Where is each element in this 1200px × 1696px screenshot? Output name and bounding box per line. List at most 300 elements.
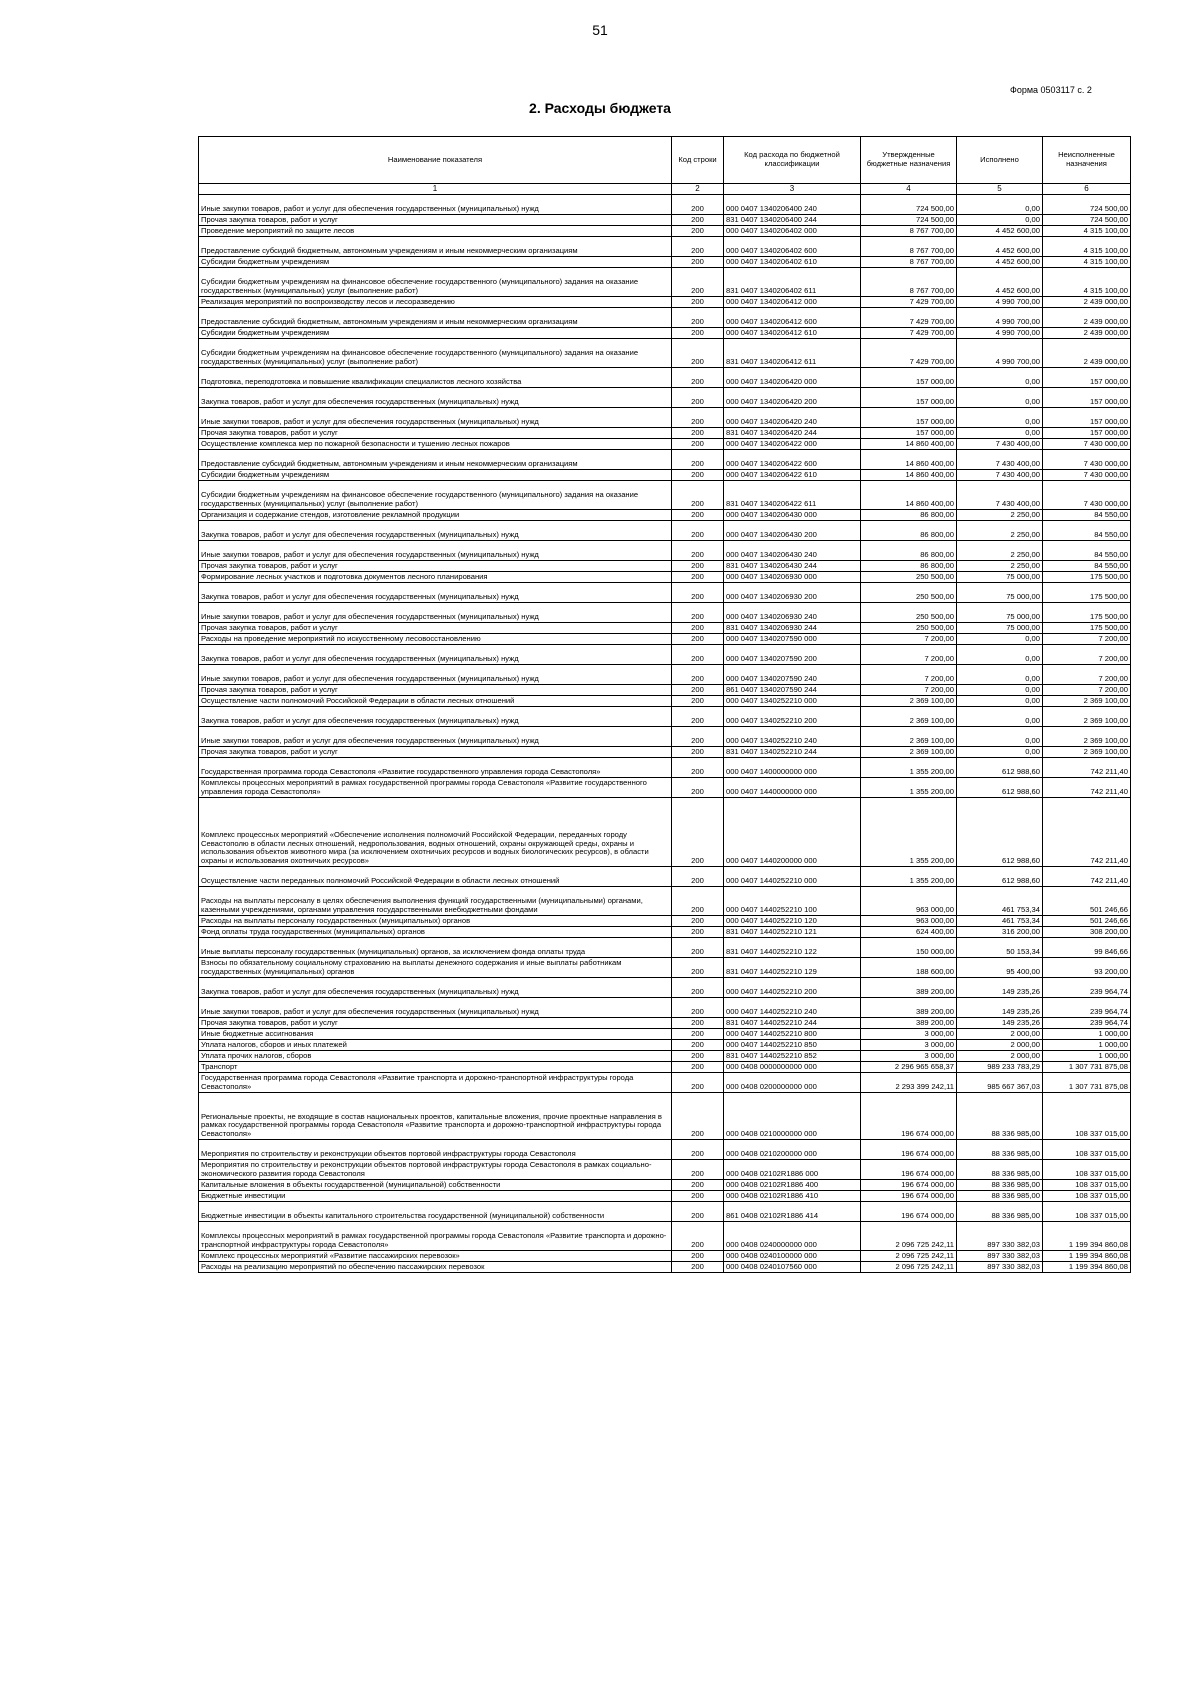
table-row <box>199 470 1131 481</box>
cell-budget-classification: 000 0408 02102R1886 410 <box>724 1191 861 1202</box>
table-row <box>199 685 1131 696</box>
cell-executed: 75 000,00 <box>957 603 1043 623</box>
cell-budget-classification: 861 0407 1340207590 244 <box>724 685 861 696</box>
table-row <box>199 1180 1131 1191</box>
cell-budget-classification: 000 0407 1340206420 200 <box>724 388 861 408</box>
cell-budget-classification: 000 0407 1340207590 200 <box>724 645 861 665</box>
cell-indicator-name: Проведение мероприятий по защите лесов <box>199 226 672 237</box>
cell-unexecuted: 157 000,00 <box>1043 388 1131 408</box>
cell-approved: 14 860 400,00 <box>861 439 957 450</box>
cell-approved: 196 674 000,00 <box>861 1191 957 1202</box>
cell-budget-classification: 000 0407 1340206930 000 <box>724 572 861 583</box>
cell-executed: 7 430 400,00 <box>957 481 1043 510</box>
cell-indicator-name: Уплата налогов, сборов и иных платежей <box>199 1040 672 1051</box>
table-row <box>199 1062 1131 1073</box>
cell-approved: 724 500,00 <box>861 215 957 226</box>
cell-indicator-name: Иные закупки товаров, работ и услуг для обеспечения государственных (муниципальных) нужд <box>199 408 672 428</box>
table-row <box>199 603 1131 623</box>
cell-line-code: 200 <box>672 1062 724 1073</box>
cell-unexecuted: 1 000,00 <box>1043 1040 1131 1051</box>
cell-executed: 461 753,34 <box>957 916 1043 927</box>
cell-executed: 0,00 <box>957 368 1043 388</box>
cell-approved: 3 000,00 <box>861 1029 957 1040</box>
cell-approved: 2 096 725 242,11 <box>861 1222 957 1251</box>
cell-indicator-name: Расходы на реализацию мероприятий по обеспечению пассажирских перевозок <box>199 1262 672 1273</box>
cell-executed: 88 336 985,00 <box>957 1160 1043 1180</box>
cell-approved: 7 429 700,00 <box>861 339 957 368</box>
cell-indicator-name: Закупка товаров, работ и услуг для обеспечения государственных (муниципальных) нужд <box>199 583 672 603</box>
cell-approved: 250 500,00 <box>861 572 957 583</box>
table-row <box>199 1191 1131 1202</box>
cell-unexecuted: 4 315 100,00 <box>1043 226 1131 237</box>
cell-unexecuted: 7 430 000,00 <box>1043 439 1131 450</box>
cell-line-code: 200 <box>672 408 724 428</box>
table-row <box>199 958 1131 978</box>
cell-executed: 2 250,00 <box>957 561 1043 572</box>
cell-executed: 95 400,00 <box>957 958 1043 978</box>
table-row <box>199 368 1131 388</box>
cell-approved: 7 200,00 <box>861 645 957 665</box>
cell-unexecuted: 108 337 015,00 <box>1043 1202 1131 1222</box>
column-number: 5 <box>957 184 1043 195</box>
cell-executed: 0,00 <box>957 727 1043 747</box>
cell-budget-classification: 831 0407 1340206420 244 <box>724 428 861 439</box>
cell-indicator-name: Прочая закупка товаров, работ и услуг <box>199 685 672 696</box>
table-row <box>199 339 1131 368</box>
cell-approved: 3 000,00 <box>861 1051 957 1062</box>
cell-approved: 7 200,00 <box>861 685 957 696</box>
cell-indicator-name: Прочая закупка товаров, работ и услуг <box>199 561 672 572</box>
cell-approved: 7 200,00 <box>861 634 957 645</box>
cell-approved: 724 500,00 <box>861 195 957 215</box>
cell-executed: 7 430 400,00 <box>957 450 1043 470</box>
cell-line-code: 200 <box>672 297 724 308</box>
cell-budget-classification: 000 0407 1440252210 800 <box>724 1029 861 1040</box>
cell-indicator-name: Иные закупки товаров, работ и услуг для обеспечения государственных (муниципальных) нужд <box>199 998 672 1018</box>
cell-executed: 612 988,60 <box>957 758 1043 778</box>
table-row <box>199 1073 1131 1093</box>
cell-indicator-name: Расходы на выплаты персоналу в целях обеспечения выполнения функций государственными (муниципальными) органами, казенными учреждениями, органами управления государственными внебюджетными фондами <box>199 887 672 916</box>
table-row <box>199 758 1131 778</box>
cell-approved: 196 674 000,00 <box>861 1180 957 1191</box>
cell-executed: 612 988,60 <box>957 778 1043 798</box>
cell-executed: 0,00 <box>957 195 1043 215</box>
table-row <box>199 1251 1131 1262</box>
cell-unexecuted: 1 307 731 875,08 <box>1043 1062 1131 1073</box>
cell-executed: 0,00 <box>957 408 1043 428</box>
cell-executed: 75 000,00 <box>957 623 1043 634</box>
cell-budget-classification: 000 0408 0240107560 000 <box>724 1262 861 1273</box>
table-row <box>199 226 1131 237</box>
cell-line-code: 200 <box>672 1140 724 1160</box>
cell-approved: 2 296 965 658,37 <box>861 1062 957 1073</box>
column-number: 6 <box>1043 184 1131 195</box>
cell-approved: 1 355 200,00 <box>861 778 957 798</box>
cell-approved: 86 800,00 <box>861 510 957 521</box>
cell-approved: 8 767 700,00 <box>861 226 957 237</box>
cell-line-code: 200 <box>672 450 724 470</box>
cell-indicator-name: Иные закупки товаров, работ и услуг для обеспечения государственных (муниципальных) нужд <box>199 195 672 215</box>
cell-indicator-name: Расходы на выплаты персоналу государственных (муниципальных) органов <box>199 916 672 927</box>
cell-executed: 989 233 783,29 <box>957 1062 1043 1073</box>
cell-approved: 14 860 400,00 <box>861 450 957 470</box>
cell-indicator-name: Субсидии бюджетным учреждениям на финансовое обеспечение государственного (муниципального) задания на оказание государственных (муниципальных) услуг (выполнение работ) <box>199 268 672 297</box>
cell-executed: 2 000,00 <box>957 1040 1043 1051</box>
cell-approved: 8 767 700,00 <box>861 237 957 257</box>
cell-budget-classification: 000 0407 1340206422 610 <box>724 470 861 481</box>
cell-executed: 0,00 <box>957 665 1043 685</box>
cell-unexecuted: 7 200,00 <box>1043 665 1131 685</box>
table-row <box>199 388 1131 408</box>
table-row <box>199 408 1131 428</box>
cell-budget-classification: 831 0407 1440252210 129 <box>724 958 861 978</box>
cell-indicator-name: Осуществление части полномочий Российской Федерации в области лесных отношений <box>199 696 672 707</box>
table-row <box>199 867 1131 887</box>
cell-indicator-name: Взносы по обязательному социальному страхованию на выплаты денежного содержания и иные выплаты работникам государственных (муниципальных) органов <box>199 958 672 978</box>
header-executed: Исполнено <box>957 137 1043 184</box>
cell-approved: 188 600,00 <box>861 958 957 978</box>
cell-budget-classification: 000 0407 1340206412 600 <box>724 308 861 328</box>
table-row <box>199 237 1131 257</box>
cell-executed: 0,00 <box>957 388 1043 408</box>
cell-unexecuted: 1 199 394 860,08 <box>1043 1222 1131 1251</box>
cell-unexecuted: 742 211,40 <box>1043 798 1131 867</box>
cell-approved: 250 500,00 <box>861 623 957 634</box>
cell-executed: 88 336 985,00 <box>957 1191 1043 1202</box>
table-row <box>199 978 1131 998</box>
form-code: Форма 0503117 с. 2 <box>1010 85 1092 95</box>
table-row <box>199 798 1131 867</box>
cell-indicator-name: Комплексы процессных мероприятий в рамках государственной программы города Севастополя «Развитие государственного управления города Севастополя» <box>199 778 672 798</box>
cell-line-code: 200 <box>672 226 724 237</box>
cell-unexecuted: 1 000,00 <box>1043 1051 1131 1062</box>
cell-line-code: 200 <box>672 470 724 481</box>
cell-budget-classification: 000 0408 0240100000 000 <box>724 1251 861 1262</box>
cell-line-code: 200 <box>672 916 724 927</box>
table-header-row <box>199 137 1131 184</box>
cell-indicator-name: Расходы на проведение мероприятий по искусственному лесовосстановлению <box>199 634 672 645</box>
table-row <box>199 938 1131 958</box>
cell-indicator-name: Уплата прочих налогов, сборов <box>199 1051 672 1062</box>
cell-unexecuted: 4 315 100,00 <box>1043 237 1131 257</box>
cell-line-code: 200 <box>672 696 724 707</box>
cell-approved: 2 293 399 242,11 <box>861 1073 957 1093</box>
cell-unexecuted: 7 200,00 <box>1043 645 1131 665</box>
cell-executed: 4 990 700,00 <box>957 297 1043 308</box>
cell-budget-classification: 000 0407 1440252210 100 <box>724 887 861 916</box>
table-row <box>199 1093 1131 1140</box>
cell-executed: 0,00 <box>957 685 1043 696</box>
cell-line-code: 200 <box>672 268 724 297</box>
cell-unexecuted: 108 337 015,00 <box>1043 1140 1131 1160</box>
table-row <box>199 481 1131 510</box>
cell-indicator-name: Комплекс процессных мероприятий «Обеспечение исполнения полномочий Российской Федерации, переданных городу Севастополю в области лесных отношений, недропользования, водных отношений, охраны окружающей среды, охраны и использования объектов животного мира (за исключением охотничьих ресурсов и водных биологических ресурсов), в области охраны и использования охотничьих ресурсов» <box>199 798 672 867</box>
cell-line-code: 200 <box>672 561 724 572</box>
cell-unexecuted: 175 500,00 <box>1043 583 1131 603</box>
cell-line-code: 200 <box>672 998 724 1018</box>
cell-indicator-name: Реализация мероприятий по воспроизводству лесов и лесоразведению <box>199 297 672 308</box>
header-line-code: Код строки <box>672 137 724 184</box>
cell-line-code: 200 <box>672 439 724 450</box>
table-row <box>199 1160 1131 1180</box>
cell-indicator-name: Иные закупки товаров, работ и услуг для обеспечения государственных (муниципальных) нужд <box>199 727 672 747</box>
cell-executed: 7 430 400,00 <box>957 470 1043 481</box>
cell-line-code: 200 <box>672 510 724 521</box>
cell-indicator-name: Государственная программа города Севастополя «Развитие транспорта и дорожно-транспортной инфраструктуры города Севастополя» <box>199 1073 672 1093</box>
cell-indicator-name: Субсидии бюджетным учреждениям <box>199 470 672 481</box>
cell-indicator-name: Иные выплаты персоналу государственных (муниципальных) органов, за исключением фонда оплаты труда <box>199 938 672 958</box>
cell-indicator-name: Закупка товаров, работ и услуг для обеспечения государственных (муниципальных) нужд <box>199 388 672 408</box>
table-row <box>199 1140 1131 1160</box>
cell-unexecuted: 2 439 000,00 <box>1043 297 1131 308</box>
cell-unexecuted: 2 439 000,00 <box>1043 328 1131 339</box>
cell-line-code: 200 <box>672 521 724 541</box>
column-number: 3 <box>724 184 861 195</box>
cell-budget-classification: 831 0407 1340206400 244 <box>724 215 861 226</box>
cell-unexecuted: 501 246,66 <box>1043 887 1131 916</box>
cell-unexecuted: 157 000,00 <box>1043 368 1131 388</box>
cell-budget-classification: 000 0407 1340207590 000 <box>724 634 861 645</box>
cell-approved: 7 429 700,00 <box>861 308 957 328</box>
cell-indicator-name: Субсидии бюджетным учреждениям на финансовое обеспечение государственного (муниципального) задания на оказание государственных (муниципальных) услуг (выполнение работ) <box>199 339 672 368</box>
cell-budget-classification: 831 0407 1340206412 611 <box>724 339 861 368</box>
page-number: 51 <box>592 22 608 38</box>
cell-line-code: 200 <box>672 195 724 215</box>
cell-approved: 157 000,00 <box>861 368 957 388</box>
cell-executed: 897 330 382,03 <box>957 1251 1043 1262</box>
cell-budget-classification: 831 0407 1440252210 121 <box>724 927 861 938</box>
cell-executed: 50 153,34 <box>957 938 1043 958</box>
cell-unexecuted: 108 337 015,00 <box>1043 1160 1131 1180</box>
cell-approved: 250 500,00 <box>861 603 957 623</box>
cell-indicator-name: Прочая закупка товаров, работ и услуг <box>199 747 672 758</box>
cell-indicator-name: Комплексы процессных мероприятий в рамках государственной программы города Севастополя «Развитие транспорта и дорожно-транспортной инфраструктуры города Севастополя» <box>199 1222 672 1251</box>
cell-executed: 4 452 600,00 <box>957 257 1043 268</box>
cell-approved: 8 767 700,00 <box>861 268 957 297</box>
cell-line-code: 200 <box>672 927 724 938</box>
cell-approved: 2 369 100,00 <box>861 696 957 707</box>
expenses-table <box>198 136 1131 1273</box>
cell-indicator-name: Транспорт <box>199 1062 672 1073</box>
cell-unexecuted: 239 964,74 <box>1043 998 1131 1018</box>
cell-executed: 897 330 382,03 <box>957 1262 1043 1273</box>
cell-line-code: 200 <box>672 328 724 339</box>
cell-line-code: 200 <box>672 428 724 439</box>
cell-line-code: 200 <box>672 778 724 798</box>
header-budget-classification: Код расхода по бюджетной классификации <box>724 137 861 184</box>
cell-line-code: 200 <box>672 938 724 958</box>
cell-line-code: 200 <box>672 665 724 685</box>
table-row <box>199 623 1131 634</box>
cell-unexecuted: 84 550,00 <box>1043 541 1131 561</box>
document-title: 2. Расходы бюджета <box>529 100 671 116</box>
cell-indicator-name: Государственная программа города Севастополя «Развитие государственного управления города Севастополя» <box>199 758 672 778</box>
table-row <box>199 916 1131 927</box>
cell-line-code: 200 <box>672 541 724 561</box>
cell-approved: 1 355 200,00 <box>861 798 957 867</box>
cell-unexecuted: 4 315 100,00 <box>1043 268 1131 297</box>
cell-indicator-name: Закупка товаров, работ и услуг для обеспечения государственных (муниципальных) нужд <box>199 645 672 665</box>
cell-indicator-name: Закупка товаров, работ и услуг для обеспечения государственных (муниципальных) нужд <box>199 521 672 541</box>
cell-executed: 0,00 <box>957 645 1043 665</box>
cell-unexecuted: 157 000,00 <box>1043 408 1131 428</box>
cell-budget-classification: 000 0408 0210000000 000 <box>724 1093 861 1140</box>
cell-approved: 2 096 725 242,11 <box>861 1262 957 1273</box>
cell-budget-classification: 831 0407 1340252210 244 <box>724 747 861 758</box>
cell-budget-classification: 000 0407 1340206430 000 <box>724 510 861 521</box>
cell-line-code: 200 <box>672 583 724 603</box>
cell-approved: 157 000,00 <box>861 408 957 428</box>
cell-approved: 2 369 100,00 <box>861 727 957 747</box>
cell-unexecuted: 7 430 000,00 <box>1043 481 1131 510</box>
cell-line-code: 200 <box>672 645 724 665</box>
cell-budget-classification: 000 0408 0200000000 000 <box>724 1073 861 1093</box>
table-row <box>199 297 1131 308</box>
cell-indicator-name: Осуществление комплекса мер по пожарной безопасности и тушению лесных пожаров <box>199 439 672 450</box>
cell-executed: 75 000,00 <box>957 583 1043 603</box>
cell-executed: 2 250,00 <box>957 541 1043 561</box>
cell-line-code: 200 <box>672 603 724 623</box>
column-number: 4 <box>861 184 957 195</box>
cell-unexecuted: 84 550,00 <box>1043 510 1131 521</box>
table-row <box>199 778 1131 798</box>
cell-line-code: 200 <box>672 685 724 696</box>
table-row <box>199 450 1131 470</box>
cell-line-code: 200 <box>672 1073 724 1093</box>
cell-approved: 14 860 400,00 <box>861 481 957 510</box>
cell-unexecuted: 724 500,00 <box>1043 195 1131 215</box>
table-row <box>199 215 1131 226</box>
column-number: 1 <box>199 184 672 195</box>
cell-executed: 2 250,00 <box>957 521 1043 541</box>
cell-unexecuted: 157 000,00 <box>1043 428 1131 439</box>
cell-indicator-name: Иные закупки товаров, работ и услуг для обеспечения государственных (муниципальных) нужд <box>199 603 672 623</box>
cell-executed: 0,00 <box>957 747 1043 758</box>
table-row <box>199 634 1131 645</box>
cell-executed: 75 000,00 <box>957 572 1043 583</box>
cell-unexecuted: 175 500,00 <box>1043 623 1131 634</box>
cell-indicator-name: Субсидии бюджетным учреждениям на финансовое обеспечение государственного (муниципального) задания на оказание государственных (муниципальных) услуг (выполнение работ) <box>199 481 672 510</box>
header-approved: Утвержденные бюджетные назначения <box>861 137 957 184</box>
cell-budget-classification: 861 0408 02102R1886 414 <box>724 1202 861 1222</box>
cell-unexecuted: 7 200,00 <box>1043 634 1131 645</box>
cell-budget-classification: 000 0407 1440252210 850 <box>724 1040 861 1051</box>
cell-executed: 897 330 382,03 <box>957 1222 1043 1251</box>
cell-unexecuted: 108 337 015,00 <box>1043 1093 1131 1140</box>
cell-indicator-name: Предоставление субсидий бюджетным, автономным учреждениям и иным некоммерческим организациям <box>199 450 672 470</box>
cell-budget-classification: 000 0407 1340206412 610 <box>724 328 861 339</box>
cell-executed: 2 250,00 <box>957 510 1043 521</box>
table-row <box>199 696 1131 707</box>
cell-line-code: 200 <box>672 1251 724 1262</box>
cell-unexecuted: 2 369 100,00 <box>1043 727 1131 747</box>
cell-indicator-name: Бюджетные инвестиции <box>199 1191 672 1202</box>
cell-unexecuted: 4 315 100,00 <box>1043 257 1131 268</box>
cell-approved: 7 429 700,00 <box>861 297 957 308</box>
table-row <box>199 1051 1131 1062</box>
cell-budget-classification: 000 0408 0240000000 000 <box>724 1222 861 1251</box>
table-row <box>199 1262 1131 1273</box>
cell-budget-classification: 000 0408 0210200000 000 <box>724 1140 861 1160</box>
table-row <box>199 439 1131 450</box>
cell-line-code: 200 <box>672 1093 724 1140</box>
cell-budget-classification: 000 0407 1340206412 000 <box>724 297 861 308</box>
cell-unexecuted: 239 964,74 <box>1043 978 1131 998</box>
cell-approved: 624 400,00 <box>861 927 957 938</box>
cell-line-code: 200 <box>672 1040 724 1051</box>
cell-budget-classification: 000 0407 1340252210 200 <box>724 707 861 727</box>
cell-line-code: 200 <box>672 798 724 867</box>
cell-budget-classification: 000 0407 1340206400 240 <box>724 195 861 215</box>
cell-budget-classification: 000 0408 0000000000 000 <box>724 1062 861 1073</box>
cell-line-code: 200 <box>672 1202 724 1222</box>
cell-unexecuted: 742 211,40 <box>1043 758 1131 778</box>
cell-unexecuted: 2 369 100,00 <box>1043 747 1131 758</box>
cell-line-code: 200 <box>672 887 724 916</box>
cell-budget-classification: 000 0407 1340206430 240 <box>724 541 861 561</box>
cell-unexecuted: 7 430 000,00 <box>1043 470 1131 481</box>
cell-approved: 963 000,00 <box>861 916 957 927</box>
cell-indicator-name: Формирование лесных участков и подготовка документов лесного планирования <box>199 572 672 583</box>
cell-approved: 389 200,00 <box>861 978 957 998</box>
cell-indicator-name: Организация и содержание стендов, изготовление рекламной продукции <box>199 510 672 521</box>
table-column-numbers-row <box>199 184 1131 195</box>
cell-unexecuted: 108 337 015,00 <box>1043 1191 1131 1202</box>
cell-line-code: 200 <box>672 215 724 226</box>
cell-indicator-name: Прочая закупка товаров, работ и услуг <box>199 623 672 634</box>
cell-budget-classification: 000 0407 1440252210 120 <box>724 916 861 927</box>
cell-approved: 8 767 700,00 <box>861 257 957 268</box>
cell-budget-classification: 000 0407 1340206930 240 <box>724 603 861 623</box>
cell-indicator-name: Предоставление субсидий бюджетным, автономным учреждениям и иным некоммерческим организациям <box>199 308 672 328</box>
cell-line-code: 200 <box>672 1180 724 1191</box>
cell-executed: 4 452 600,00 <box>957 237 1043 257</box>
cell-approved: 196 674 000,00 <box>861 1202 957 1222</box>
cell-budget-classification: 000 0407 1340206402 000 <box>724 226 861 237</box>
cell-line-code: 200 <box>672 1051 724 1062</box>
cell-indicator-name: Иные закупки товаров, работ и услуг для обеспечения государственных (муниципальных) нужд <box>199 541 672 561</box>
cell-budget-classification: 831 0407 1440252210 122 <box>724 938 861 958</box>
cell-line-code: 200 <box>672 1029 724 1040</box>
table-body <box>199 195 1131 1273</box>
cell-line-code: 200 <box>672 867 724 887</box>
cell-indicator-name: Мероприятия по строительству и реконструкции объектов портовой инфраструктуры города Севастополя <box>199 1140 672 1160</box>
cell-unexecuted: 99 846,66 <box>1043 938 1131 958</box>
table-row <box>199 887 1131 916</box>
cell-unexecuted: 2 369 100,00 <box>1043 696 1131 707</box>
cell-executed: 612 988,60 <box>957 867 1043 887</box>
cell-budget-classification: 000 0407 1340206402 600 <box>724 237 861 257</box>
cell-unexecuted: 108 337 015,00 <box>1043 1180 1131 1191</box>
cell-line-code: 200 <box>672 1160 724 1180</box>
cell-line-code: 200 <box>672 237 724 257</box>
cell-approved: 3 000,00 <box>861 1040 957 1051</box>
cell-approved: 963 000,00 <box>861 887 957 916</box>
cell-indicator-name: Закупка товаров, работ и услуг для обеспечения государственных (муниципальных) нужд <box>199 978 672 998</box>
cell-indicator-name: Мероприятия по строительству и реконструкции объектов портовой инфраструктуры города Севастополя в рамках социально-экономического развития города Севастополя <box>199 1160 672 1180</box>
cell-indicator-name: Региональные проекты, не входящие в состав национальных проектов, капитальные вложения, прочие проектные направления в рамках государственной программы города Севастополя «Развитие транспорта и дорожно-транспортной инфраструктуры города Севастополя» <box>199 1093 672 1140</box>
cell-approved: 1 355 200,00 <box>861 867 957 887</box>
cell-unexecuted: 742 211,40 <box>1043 778 1131 798</box>
cell-executed: 88 336 985,00 <box>957 1140 1043 1160</box>
cell-budget-classification: 000 0407 1400000000 000 <box>724 758 861 778</box>
cell-unexecuted: 724 500,00 <box>1043 215 1131 226</box>
cell-indicator-name: Осуществление части переданных полномочий Российской Федерации в области лесных отношений <box>199 867 672 887</box>
cell-indicator-name: Иные бюджетные ассигнования <box>199 1029 672 1040</box>
cell-budget-classification: 000 0407 1440252210 240 <box>724 998 861 1018</box>
cell-line-code: 200 <box>672 388 724 408</box>
cell-approved: 86 800,00 <box>861 561 957 572</box>
